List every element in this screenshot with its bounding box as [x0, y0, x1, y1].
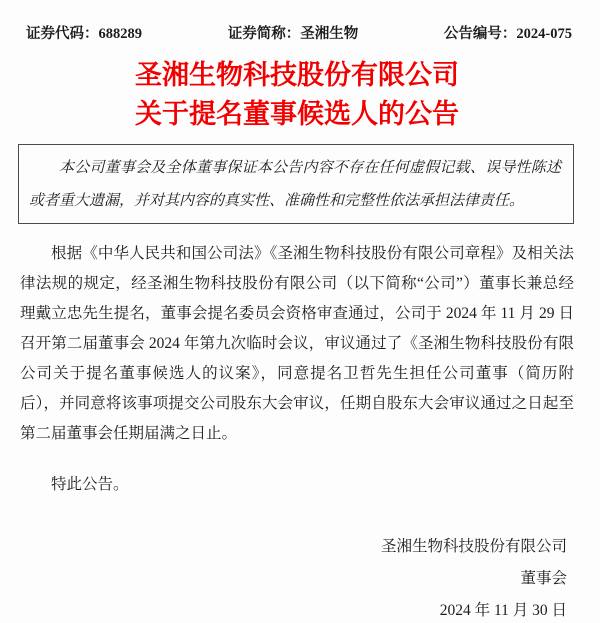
doc-title-line2: 关于提名董事候选人的公告 — [135, 99, 459, 130]
closing-statement: 特此公告。 — [51, 476, 129, 493]
signature-board: 董事会 — [520, 570, 567, 587]
disclaimer-text: 本公司董事会及全体董事保证本公告内容不存在任何虚假记载、误导性陈述或者重大遗漏，并对其内容的真实性、准确性和完整性依法承担法律责任。 — [29, 160, 561, 209]
signature-date: 2024 年 11 月 30 日 — [439, 602, 567, 619]
doc-title-line1: 圣湘生物科技股份有限公司 — [135, 60, 459, 91]
doc-title — [20, 56, 574, 134]
body-paragraph: 根据《中华人民共和国公司法》《圣湘生物科技股份有限公司章程》及相关法律法规的规定，经圣湘生物科技股份有限公司（以下简称“公司”）董事长兼总经理戴立忠先生提名，董事会提名委员会资格审查通过，公司于 2024 年 11 月 29 日召开第二届董事会 2024 年第九次临时会议，审议通过了《圣湘生物科技股份有限公司关于提名董事候选人的议案》，同意提名卫哲先生担任公司董事（简历附后），并同意将该事项提交公司股东大会审议，任期自股东大会审议通过之日起至第二届董事会任期届满之日止。 — [20, 245, 574, 442]
disclaimer-box — [18, 144, 574, 224]
doc-header — [20, 22, 574, 43]
signature-company: 圣湘生物科技股份有限公司 — [380, 538, 567, 555]
announcement-number: 公告编号：2024-075 — [443, 26, 572, 42]
signature-block — [20, 531, 574, 623]
stock-code: 证券代码：688289 — [26, 26, 142, 42]
stock-name: 证券简称：圣湘生物 — [227, 26, 359, 42]
